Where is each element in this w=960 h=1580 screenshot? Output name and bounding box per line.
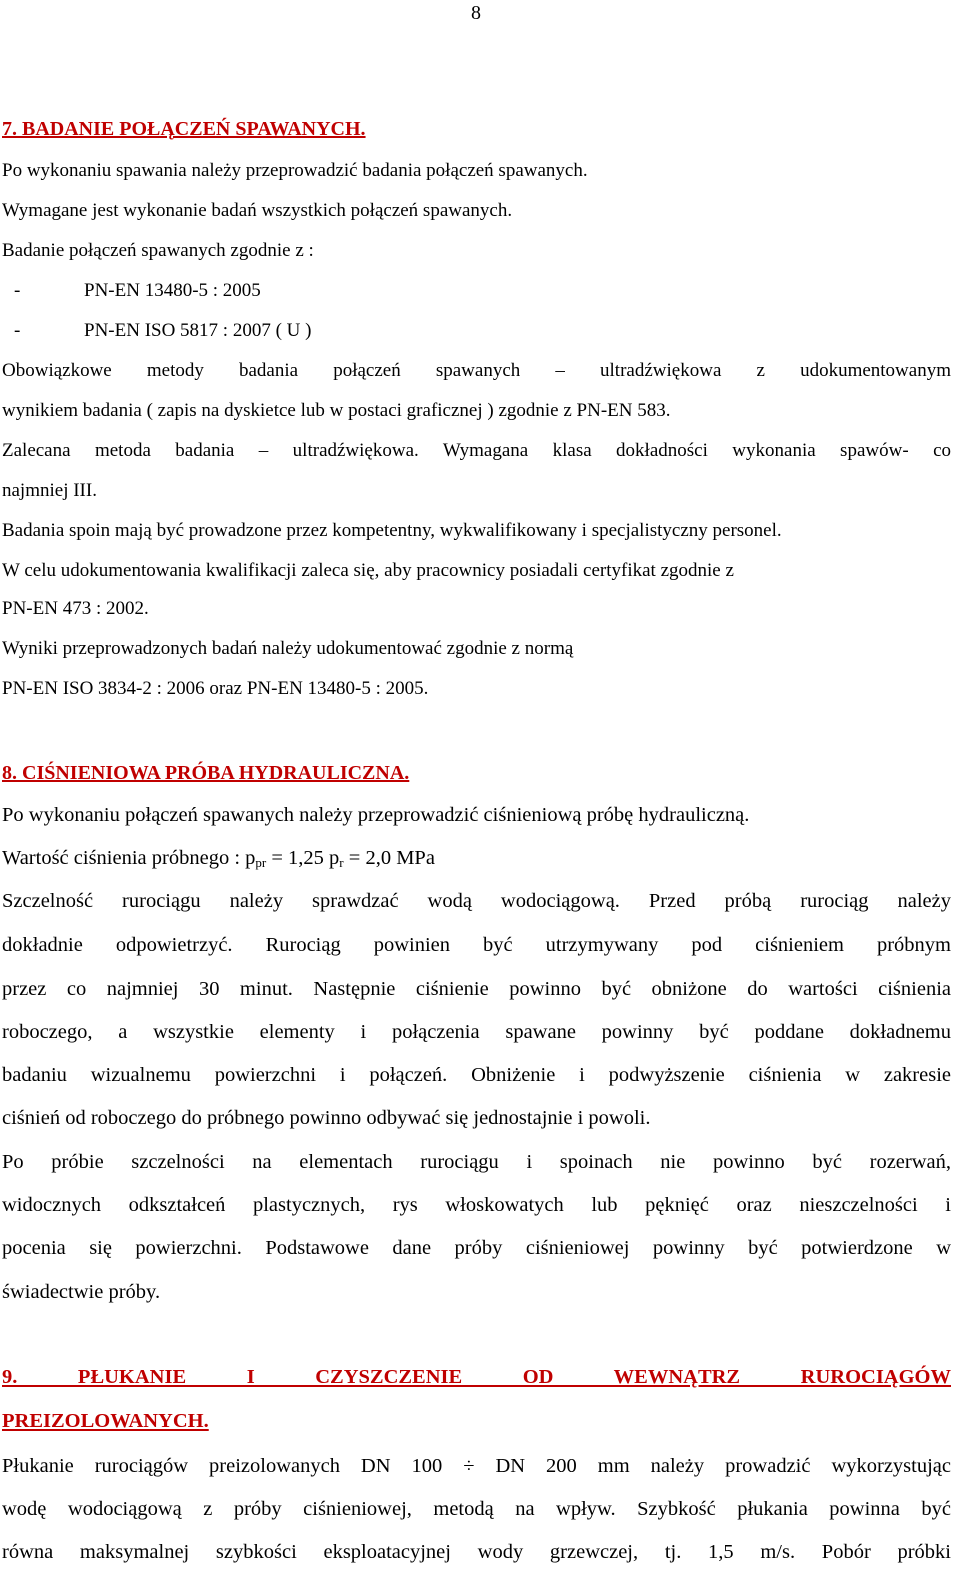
section-8-para-line: ciśnień od roboczego do próbnego powinno odbywać się jednostajnie i powoli. xyxy=(2,1107,651,1129)
section-8-heading: 8. CIŚNIENIOWA PRÓBA HYDRAULICZNA. xyxy=(2,762,410,784)
section-9-para-line: równa maksymalnej szybkości eksploatacyjnej wody grzewczej, tj. 1,5 m/s. Pobór próbki xyxy=(2,1541,951,1563)
section-7-line-1: Po wykonaniu spawania należy przeprowadzić badania połączeń spawanych. xyxy=(2,160,588,181)
page-number: 8 xyxy=(471,2,481,24)
pressure-subscript: r xyxy=(339,855,344,870)
section-8-para-2-line: Po próbie szczelności na elementach rurociągu i spoinach nie powinno być rozerwań, xyxy=(2,1151,951,1173)
section-7-para-1-line-2: wynikiem badania ( zapis na dyskietce lub w postaci graficznej ) zgodnie z PN-EN 583. xyxy=(2,400,671,421)
section-7-line-3: Badanie połączeń spawanych zgodnie z : xyxy=(2,240,314,261)
section-8-para-2-line: pocenia się powierzchni. Podstawowe dane próby ciśnieniowej powinny być potwierdzone w xyxy=(2,1237,951,1259)
pressure-value-line xyxy=(2,847,435,870)
section-7-para-1-line-1: Obowiązkowe metody badania połączeń spawanych – ultradźwiękowa z udokumentowanym xyxy=(2,360,951,381)
list-dash: - xyxy=(14,280,21,301)
section-8-para-line: Szczelność rurociągu należy sprawdzać wodą wodociągową. Przed próbą rurociąg należy xyxy=(2,890,951,912)
section-7-para-2-line-1: Zalecana metoda badania – ultradźwiękowa. Wymagana klasa dokładności wykonania spawów- co xyxy=(2,440,951,461)
section-7-line-2: Wymagane jest wykonanie badań wszystkich połączeń spawanych. xyxy=(2,200,513,221)
standard-list-item xyxy=(14,320,311,342)
section-9-heading-line-2: PREIZOLOWANYCH. xyxy=(2,1410,209,1432)
section-7-para-5-line-2: PN-EN ISO 3834-2 : 2006 oraz PN-EN 13480-5 : 2005. xyxy=(2,678,429,699)
section-8-para-line: roboczego, a wszystkie elementy i połączenia spawane powinny być poddane dokładnemu xyxy=(2,1021,951,1043)
pressure-text: = 1,25 p xyxy=(266,847,340,869)
section-7-para-5-line-1: Wyniki przeprowadzonych badań należy udokumentować zgodnie z normą xyxy=(2,638,574,659)
section-9-para-line: wodę wodociągową z próby ciśnieniowej, metodą na wpływ. Szybkość płukania powinna być xyxy=(2,1498,951,1520)
section-8-line-1: Po wykonaniu połączeń spawanych należy przeprowadzić ciśnieniową próbę hydrauliczną. xyxy=(2,804,750,826)
section-7-para-4-line-2: PN-EN 473 : 2002. xyxy=(2,598,149,619)
pressure-text: = 2,0 MPa xyxy=(343,847,435,869)
section-7-para-2-line-2: najmniej III. xyxy=(2,480,97,501)
list-item-text: PN-EN ISO 5817 : 2007 ( U ) xyxy=(84,320,312,341)
pressure-subscript: pr xyxy=(255,855,267,870)
section-9-para-line: Płukanie rurociągów preizolowanych DN 100 ÷ DN 200 mm należy prowadzić wykorzystując xyxy=(2,1455,951,1477)
section-8-para-2-line: widocznych odkształceń plastycznych, rys włoskowatych lub pęknięć oraz nieszczelności i xyxy=(2,1194,951,1216)
list-item-text: PN-EN 13480-5 : 2005 xyxy=(84,280,261,301)
standard-list-item xyxy=(14,280,261,302)
section-7-para-3-line-1: Badania spoin mają być prowadzone przez kompetentny, wykwalifikowany i specjalistyczny personel. xyxy=(2,520,782,541)
list-dash: - xyxy=(14,320,21,341)
section-8-para-2-line: świadectwie próby. xyxy=(2,1281,161,1303)
section-9-heading-line-1: 9. PŁUKANIE I CZYSZCZENIE OD WEWNĄTRZ RUROCIĄGÓW xyxy=(2,1366,951,1388)
pressure-text: Wartość ciśnienia próbnego : p xyxy=(2,847,256,869)
section-7-heading: 7. BADANIE POŁĄCZEŃ SPAWANYCH. xyxy=(2,118,366,140)
section-8-para-line: badaniu wizualnemu powierzchni i połączeń. Obniżenie i podwyższenie ciśnienia w zakresie xyxy=(2,1064,951,1086)
section-8-para-line: przez co najmniej 30 minut. Następnie ciśnienie powinno być obniżone do wartości ciśnienia xyxy=(2,978,951,1000)
section-7-para-4-line-1: W celu udokumentowania kwalifikacji zaleca się, aby pracownicy posiadali certyfikat zgodnie z xyxy=(2,560,734,581)
section-8-para-line: dokładnie odpowietrzyć. Rurociąg powinien być utrzymywany pod ciśnieniem próbnym xyxy=(2,934,951,956)
